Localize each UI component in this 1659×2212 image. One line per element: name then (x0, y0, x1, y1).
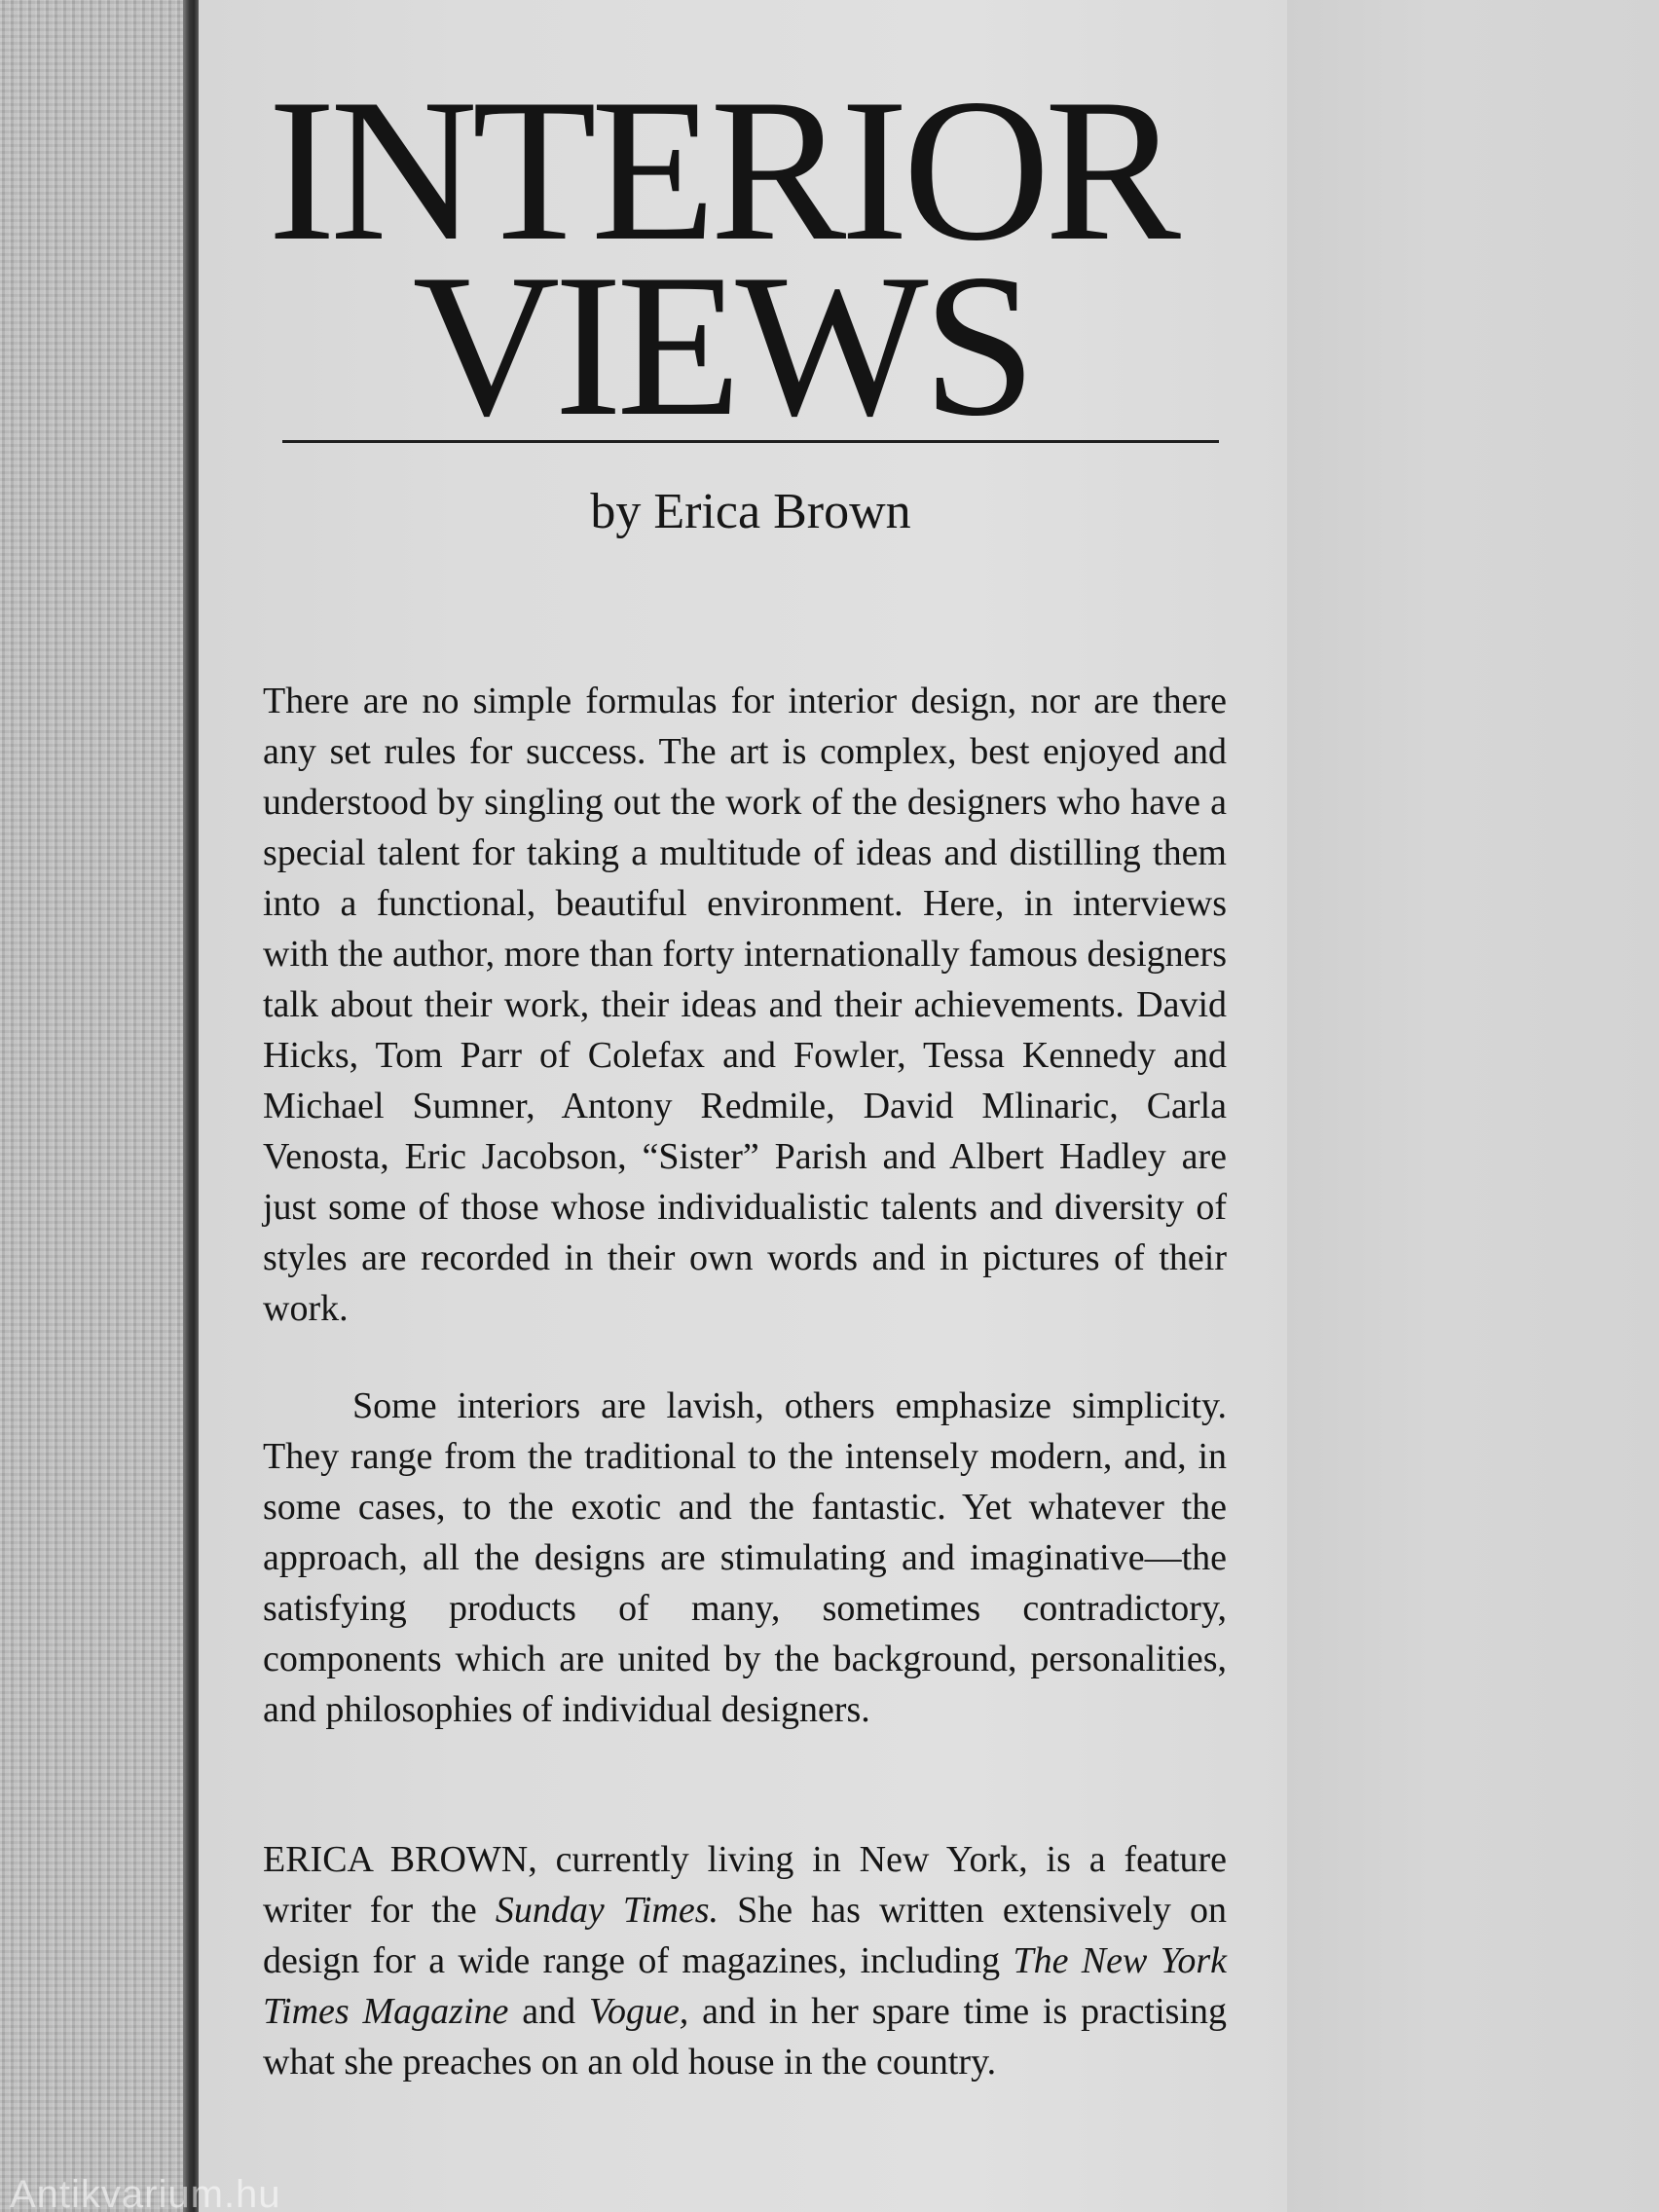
description-text-1: There are no simple formulas for interior design, nor are there any set rules for success. The art is complex, best enjoyed and understood by singling out the work of the designers who have a special talent for taking a multitude of ideas and distilling them into a functional, beautiful environment. Here, in interviews with the author, more than forty internationally famous designers talk about their work, their ideas and their achievements. David Hicks, Tom Parr of Colefax and Fowler, Tessa Kennedy and Michael Sumner, Antony Redmile, David Mlinaric, Carla Venosta, Eric Jacobson, “Sister” Parish and Albert Hadley are just some of those whose individualistic talents and diversity of styles are recorded in their own words and in pictures of their work. (263, 681, 1227, 1329)
publication-nyt-magazine: The New York Times Magazine (263, 1940, 1227, 2032)
publication-vogue: Vogue, (588, 1991, 689, 2032)
title-divider (282, 440, 1219, 443)
description-paragraph-2 (263, 1381, 1227, 1735)
title-line-views: VIEWS (412, 233, 1031, 459)
bio-text-3: and (508, 1991, 589, 2032)
author-name: ERICA BROWN (263, 1839, 529, 1880)
spine-edge (183, 0, 199, 2212)
cloth-cover-texture (0, 0, 185, 2212)
bio-text-1: , currently living in New York, is a feature writer for the (263, 1839, 1227, 1931)
description-text-2: Some interiors are lavish, others emphasize simplicity. They range from the traditional to the intensely modern, and, in some cases, to the exotic and the fantastic. Yet whatever the approach, all the designs are stimulating and imaginative—the satisfying products of many, sometimes contradictory, components which are united by the background, personalities, and philosophies of individual designers. (263, 1385, 1227, 1730)
description-paragraph-1 (263, 676, 1227, 1334)
author-bio-paragraph (263, 1834, 1227, 2087)
publication-sunday-times: Sunday Times. (495, 1890, 719, 1931)
title-line-interior: INTERIOR (268, 57, 1175, 283)
author-byline: by Erica Brown (590, 484, 911, 539)
bio-text-4: and in her spare time is practising what she preaches on an old house in the country. (263, 1991, 1227, 2083)
author-bio-text (263, 1834, 1227, 2087)
background-surface (1287, 0, 1659, 2212)
watermark-text: Antikvarium.hu (10, 2173, 281, 2212)
bio-text-2: She has written extensively on design for a wide range of magazines, including (263, 1890, 1227, 1981)
